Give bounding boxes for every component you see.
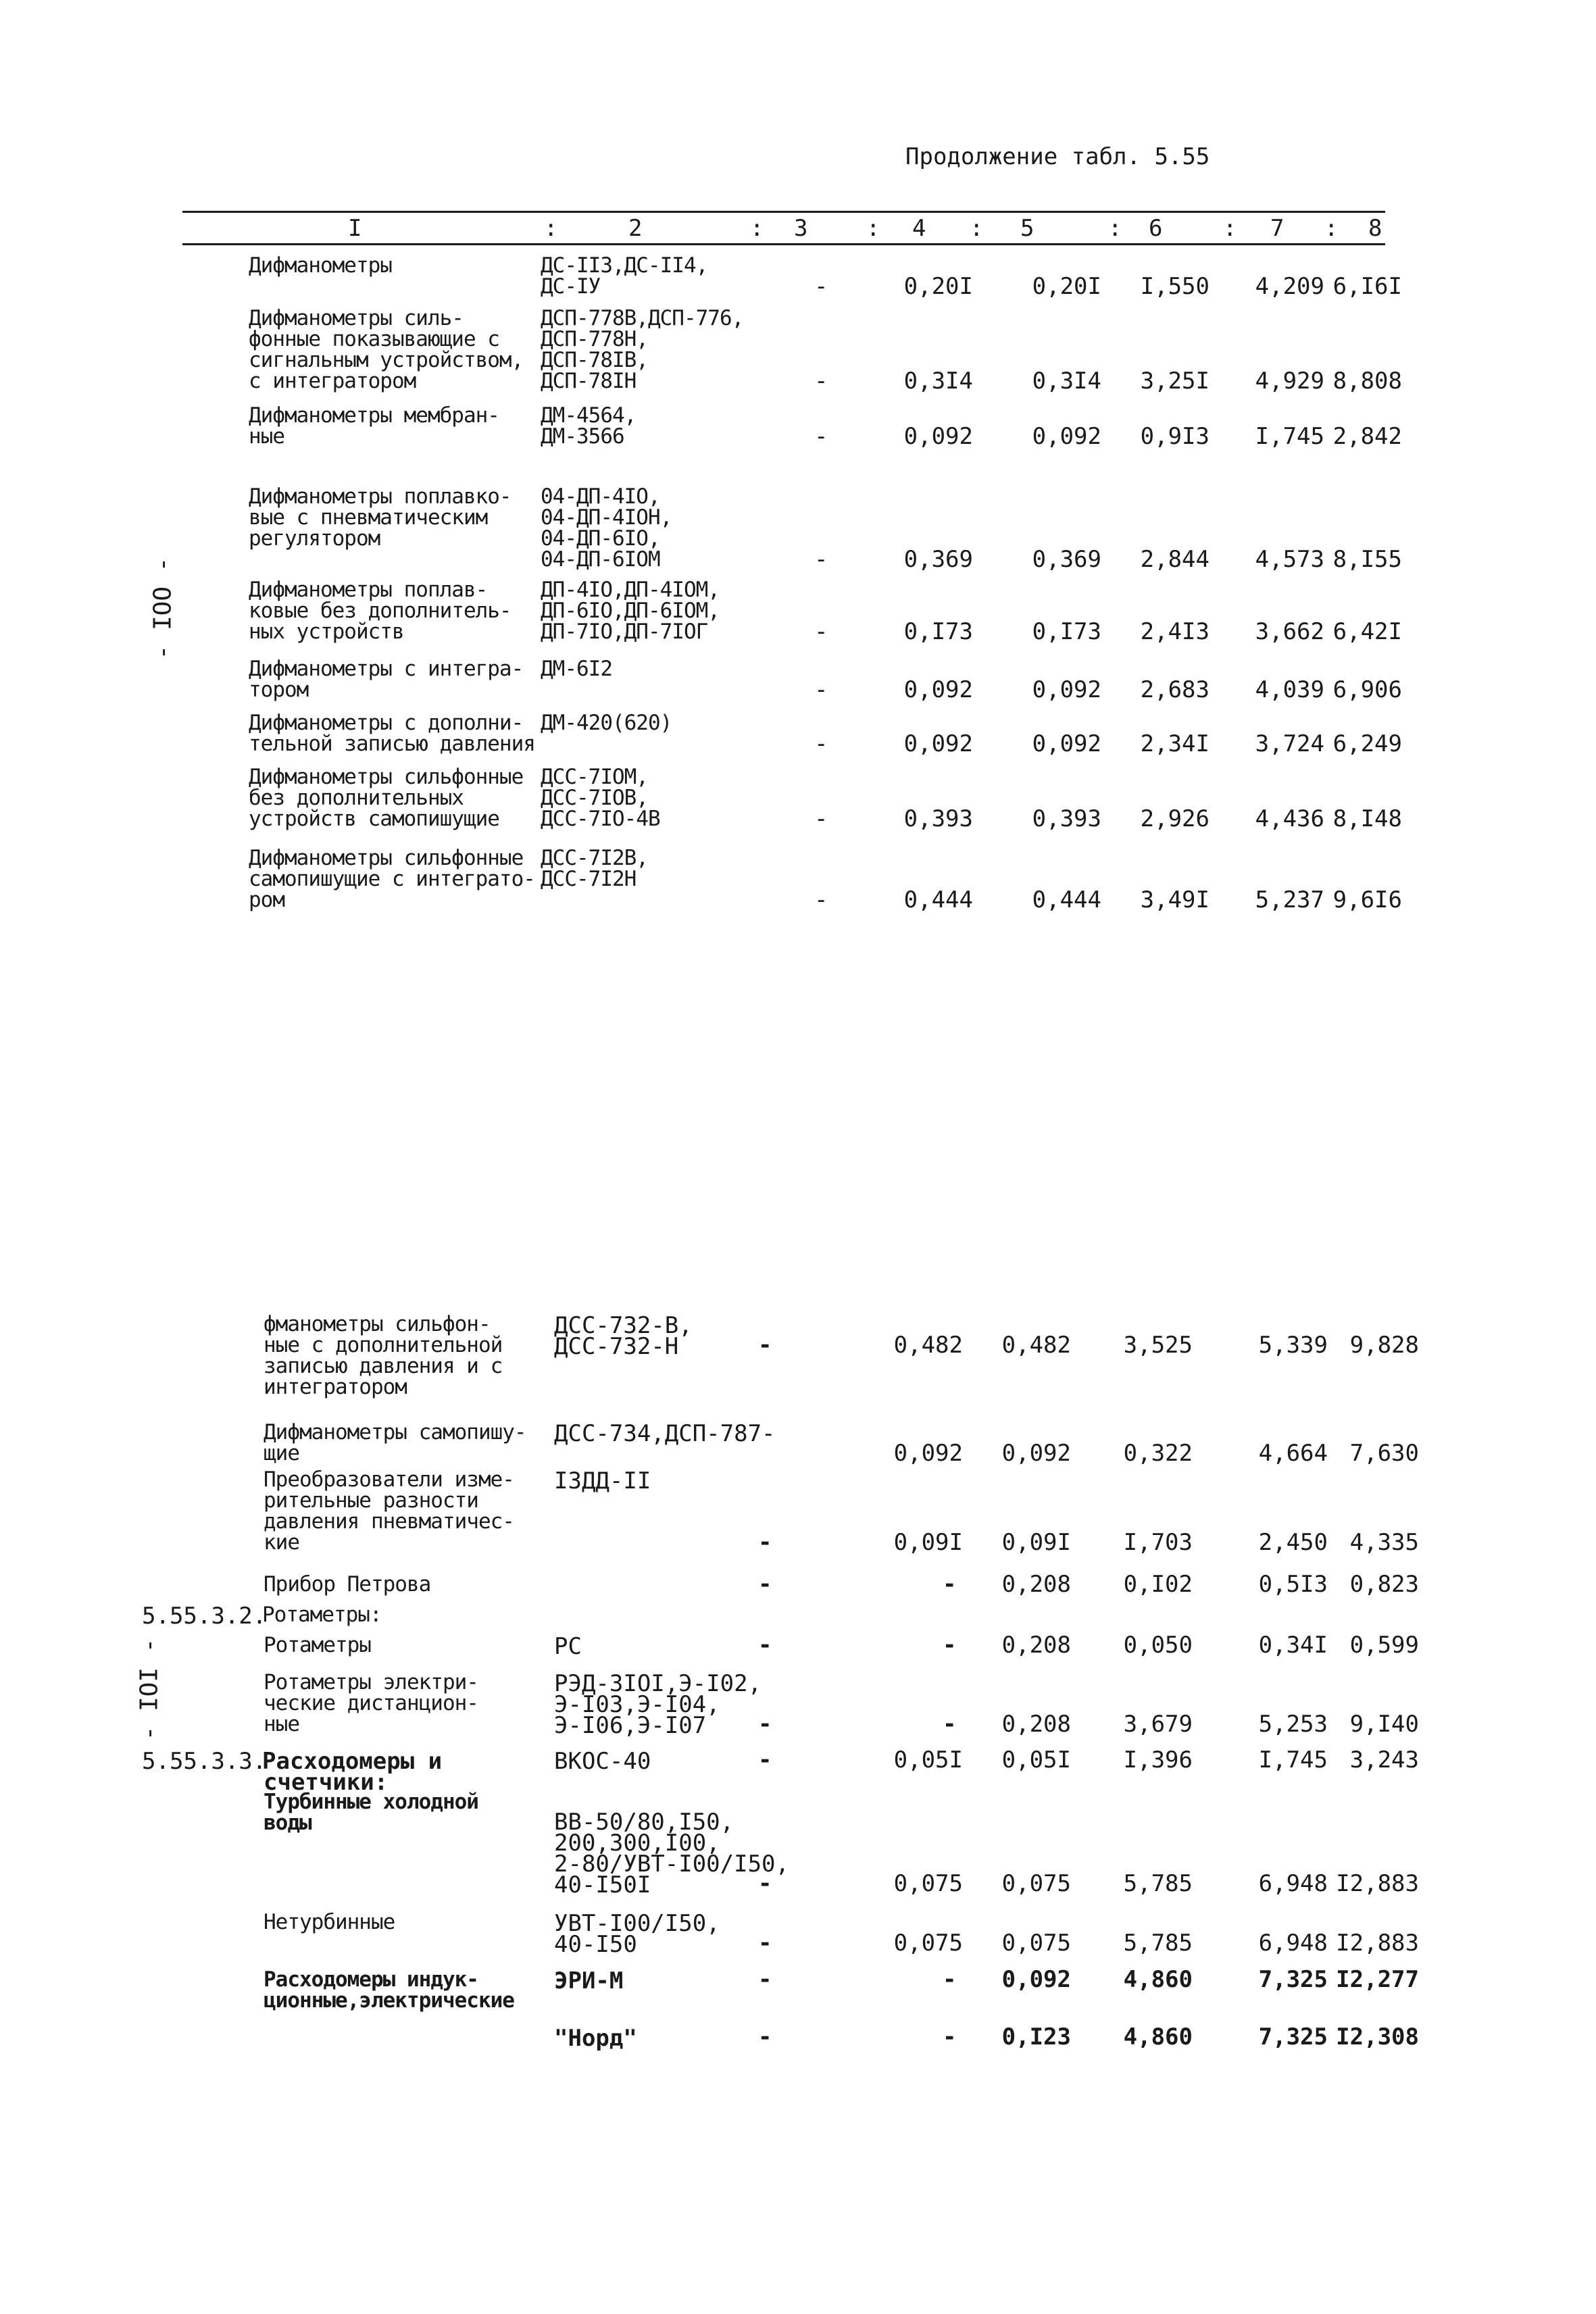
row-model: ДСС-734,ДСП-787- [554,1420,776,1447]
header-col-11: : [1223,215,1237,242]
row-model: ВВ-50/80,I50, [554,1809,734,1836]
row-name: Расходомеры и [262,1748,443,1775]
row-name: тором [249,678,309,702]
row-name: Дифманометры с интегра- [249,657,524,681]
row-name: тельной записью давления [249,732,535,756]
cell-c7: 4,039 [1255,676,1324,703]
cell-c4: 0,09I [893,1529,963,1556]
section-number: 5.55.3.2. [142,1603,267,1630]
row-name: Дифманометры [249,253,392,278]
cell-c5: 0,075 [1001,1930,1071,1957]
row-model: 40-I50 [554,1931,637,1958]
table-caption: Продолжение табл. 5.55 [905,143,1210,170]
cell-col3: - [814,730,828,757]
cell-c8: 8,I48 [1332,805,1402,832]
cell-c6: 2,926 [1140,805,1210,832]
row-model: 40-I50I [554,1871,651,1898]
row-model: ДСС-7I2В, [541,846,648,870]
cell-c5: 0,482 [1001,1332,1071,1359]
row-name: рительные разности [264,1488,478,1513]
cell-c4: 0,3I4 [903,368,973,395]
row-model: ДС-IУ [541,274,601,299]
row-name: регулятором [249,526,380,551]
row-name: Расходомеры индук- [264,1967,478,1992]
row-model: ДСС-732-В, [554,1312,693,1339]
cell-c8: 9,6I6 [1332,886,1402,913]
cell-c4: 0,I73 [903,618,973,645]
header-col-14: 8 [1368,215,1382,242]
cell-c6: 2,4I3 [1140,618,1210,645]
row-name: ковые без дополнитель- [249,599,512,623]
cell-c4: 0,482 [893,1332,963,1359]
header-col-7: : [970,215,984,242]
cell-c7: 0,34I [1258,1632,1328,1659]
cell-c8: 9,828 [1349,1332,1419,1359]
row-model: ДП-4IO,ДП-4IOМ, [541,578,720,602]
row-model: 200,300,I00, [554,1830,720,1857]
row-name: Дифманометры мембран- [249,403,499,428]
cell-c4: - [943,1711,957,1738]
row-name: ром [249,888,284,912]
cell-c6: 3,25I [1140,368,1210,395]
cell-c4: 0,075 [893,1930,963,1957]
cell-c7: 4,929 [1255,368,1324,395]
row-model: ВКОС-40 [554,1748,651,1775]
cell-col3: - [758,1746,772,1774]
cell-c7: 6,948 [1258,1870,1328,1897]
row-model: 04-ДП-4IOН, [541,505,672,530]
header-col-13: : [1324,215,1339,242]
cell-col3: - [758,1870,772,1897]
cell-c5: 0,092 [1001,1966,1071,1993]
cell-c4: 0,092 [903,676,973,703]
cell-col3: - [814,618,828,645]
cell-c7: 5,237 [1255,886,1324,913]
cell-c7: I,745 [1255,423,1324,450]
cell-c5: 0,208 [1001,1711,1071,1738]
cell-c6: 0,I02 [1123,1571,1193,1598]
row-model: ДМ-3566 [541,424,624,449]
row-model: ДС-II3,ДС-II4, [541,253,708,278]
cell-c7: 5,339 [1258,1332,1328,1359]
header-col-5: : [866,215,880,242]
header-top-rule [182,211,1385,213]
row-name: Прибор Петрова [264,1572,431,1596]
header-col-6: 4 [912,215,926,242]
cell-c7: 4,436 [1255,805,1324,832]
cell-c5: 0,075 [1001,1870,1071,1897]
cell-c6: 3,525 [1123,1332,1193,1359]
header-col-12: 7 [1270,215,1285,242]
cell-c7: 2,450 [1258,1529,1328,1556]
cell-c8: 6,249 [1332,730,1402,757]
cell-c8: I2,883 [1336,1930,1419,1957]
cell-col3: - [814,805,828,832]
row-name: Ротаметры [264,1633,371,1657]
cell-c4: 0,092 [903,730,973,757]
cell-col3: - [758,1711,772,1738]
row-name: с интегратором [249,369,416,393]
row-name: Преобразователи изме- [264,1467,514,1492]
row-name: кие [264,1530,299,1555]
cell-c5: 0,092 [1032,423,1101,450]
cell-c5: 0,092 [1032,676,1101,703]
row-name: Ротаметры: [262,1603,382,1627]
row-name: сигнальным устройством, [249,348,524,372]
header-col-10: 6 [1149,215,1163,242]
row-model: ДМ-6I2 [541,657,612,681]
cell-c4: 0,20I [903,273,973,300]
cell-c4: 0,369 [903,546,973,573]
row-model: IЗДД-II [554,1467,651,1494]
cell-c5: 0,I73 [1032,618,1101,645]
cell-c5: 0,20I [1032,273,1101,300]
row-name: фонные показывающие с [249,327,499,351]
cell-col3: - [814,886,828,913]
cell-c5: 0,I23 [1001,2023,1071,2051]
row-name: фманометры сильфон- [264,1312,491,1336]
row-name: давления пневматичес- [264,1509,514,1534]
row-model: ДСС-7IOВ, [541,786,648,810]
header-col-8: 5 [1020,215,1034,242]
header-col-3: : [750,215,764,242]
row-name: Дифманометры самопишу- [264,1420,526,1444]
cell-c5: 0,369 [1032,546,1101,573]
cell-c7: 0,5I3 [1258,1571,1328,1598]
cell-c7: 7,325 [1258,2023,1328,2051]
cell-c5: 0,092 [1032,730,1101,757]
row-name: Ротаметры электри- [264,1670,478,1694]
row-name: Дифманометры силь- [249,306,464,330]
cell-c7: 7,325 [1258,1966,1328,1993]
cell-c6: 4,860 [1123,2023,1193,2051]
row-model: ДСП-78IН [541,369,637,393]
cell-c8: 4,335 [1349,1529,1419,1556]
cell-c7: 5,253 [1258,1711,1328,1738]
cell-c4: - [943,1632,957,1659]
cell-c8: I2,277 [1336,1966,1419,1993]
row-model: 04-ДП-4IO, [541,484,660,509]
side-page-number-top: - IOO - [149,557,177,660]
row-name: Дифманометры поплав- [249,578,488,602]
cell-c7: 6,948 [1258,1930,1328,1957]
row-model: ДСС-7IO-4В [541,807,660,831]
cell-c6: 3,49I [1140,886,1210,913]
cell-c5: 0,09I [1001,1529,1071,1556]
cell-c8: 6,I6I [1332,273,1402,300]
cell-c8: 6,906 [1332,676,1402,703]
cell-c7: 4,573 [1255,546,1324,573]
cell-c6: 0,050 [1123,1632,1193,1659]
cell-c5: 0,3I4 [1032,368,1101,395]
row-name: вые с пневматическим [249,505,488,530]
row-name: ные [264,1712,299,1736]
header-col-0: I [348,215,362,242]
cell-c4: 0,444 [903,886,973,913]
cell-col3: - [758,1930,772,1957]
cell-c4: 0,05I [893,1746,963,1774]
row-model: ДМ-420(620) [541,711,672,735]
row-name: Турбинные холодной [264,1790,478,1814]
row-name: интегратором [264,1375,407,1399]
cell-col3: - [758,1571,772,1598]
row-model: ЭРИ-М [554,1967,624,1994]
row-name: Нетурбинные [264,1910,395,1934]
row-model: ДМ-4564, [541,403,637,428]
row-model: ДСП-778Н, [541,327,648,351]
cell-c7: I,745 [1258,1746,1328,1774]
cell-c5: 0,208 [1001,1632,1071,1659]
side-page-number-bottom: - IOI - [135,1638,164,1741]
cell-c8: 8,I55 [1332,546,1402,573]
row-model: "Норд" [554,2025,637,2052]
row-name: без дополнительных [249,786,464,810]
cell-c4: - [943,1966,957,1993]
cell-c8: 3,243 [1349,1746,1419,1774]
cell-col3: - [758,2023,772,2051]
row-model: 2-80/УВТ-I00/I50, [554,1851,789,1878]
cell-c5: 0,208 [1001,1571,1071,1598]
row-model: ДСС-732-Н [554,1333,679,1360]
cell-c5: 0,444 [1032,886,1101,913]
cell-c5: 0,393 [1032,805,1101,832]
row-model: 04-ДП-6IO, [541,526,660,551]
cell-c8: 6,42I [1332,618,1402,645]
cell-c6: I,703 [1123,1529,1193,1556]
row-name: счетчики: [264,1769,389,1796]
row-name: щие [264,1441,299,1465]
cell-c8: I2,308 [1336,2023,1419,2051]
row-name: ные с дополнительной [264,1333,503,1357]
cell-c5: 0,05I [1001,1746,1071,1774]
cell-c6: I,550 [1140,273,1210,300]
cell-c8: I2,883 [1336,1870,1419,1897]
row-name: ных устройств [249,620,404,644]
cell-c8: 0,599 [1349,1632,1419,1659]
row-name: Дифманометры сильфонные [249,765,524,789]
cell-col3: - [758,1966,772,1993]
row-name: воды [264,1811,311,1835]
row-model: 04-ДП-6IOМ [541,547,660,572]
row-model: ДП-7IO,ДП-7IOГ [541,620,708,644]
row-model: ДСС-7IOМ, [541,765,648,789]
header-col-4: 3 [794,215,808,242]
cell-c4: 0,075 [893,1870,963,1897]
row-name: Дифманометры поплавко- [249,484,512,509]
cell-col3: - [814,423,828,450]
cell-c6: 5,785 [1123,1870,1193,1897]
cell-c7: 4,664 [1258,1440,1328,1467]
cell-c6: 0,322 [1123,1440,1193,1467]
cell-col3: - [758,1529,772,1556]
cell-col3: - [814,368,828,395]
cell-c6: 2,844 [1140,546,1210,573]
cell-c6: 0,9I3 [1140,423,1210,450]
cell-c6: I,396 [1123,1746,1193,1774]
row-model: ДСП-78IВ, [541,348,648,372]
row-name: ческие дистанцион- [264,1691,478,1715]
cell-c4: - [943,2023,957,2051]
row-name: ные [249,424,284,449]
row-model: ДСП-778В,ДСП-776, [541,306,744,330]
row-model: ДСС-7I2Н [541,867,637,891]
row-model: Э-I06,Э-I07 [554,1712,707,1739]
cell-c8: 8,808 [1332,368,1402,395]
cell-c8: 0,823 [1349,1571,1419,1598]
cell-c4: - [943,1571,957,1598]
row-name: ционные,электрические [264,1988,514,2013]
cell-col3: - [758,1632,772,1659]
cell-c6: 5,785 [1123,1930,1193,1957]
row-name: устройств самопишущие [249,807,499,831]
row-name: Дифманометры сильфонные [249,846,524,870]
cell-c4: 0,393 [903,805,973,832]
cell-c6: 2,683 [1140,676,1210,703]
row-model: УВТ-I00/I50, [554,1910,720,1937]
row-name: самопишущие с интеграто- [249,867,535,891]
cell-c7: 4,209 [1255,273,1324,300]
cell-c8: 9,I40 [1349,1711,1419,1738]
section-number: 5.55.3.3. [142,1748,267,1775]
cell-c8: 7,630 [1349,1440,1419,1467]
header-col-2: 2 [628,215,643,242]
row-name: Дифманометры с дополни- [249,711,524,735]
cell-c6: 4,860 [1123,1966,1193,1993]
cell-c7: 3,662 [1255,618,1324,645]
row-model: ДП-6IO,ДП-6IOМ, [541,599,720,623]
row-model: РЭД-3IOI,Э-I02, [554,1670,762,1697]
cell-col3: - [814,676,828,703]
cell-c6: 2,34I [1140,730,1210,757]
row-name: записью давления и с [264,1354,503,1378]
row-model: Э-I03,Э-I04, [554,1691,720,1718]
cell-col3: - [758,1332,772,1359]
cell-c7: 3,724 [1255,730,1324,757]
cell-c4: 0,092 [903,423,973,450]
cell-col3: - [814,273,828,300]
cell-c8: 2,842 [1332,423,1402,450]
cell-col3: - [814,546,828,573]
cell-c6: 3,679 [1123,1711,1193,1738]
row-model: РС [554,1633,582,1660]
header-col-1: : [544,215,558,242]
header-col-9: : [1108,215,1122,242]
cell-c4: 0,092 [893,1440,963,1467]
header-bottom-rule [182,243,1385,245]
cell-c5: 0,092 [1001,1440,1071,1467]
